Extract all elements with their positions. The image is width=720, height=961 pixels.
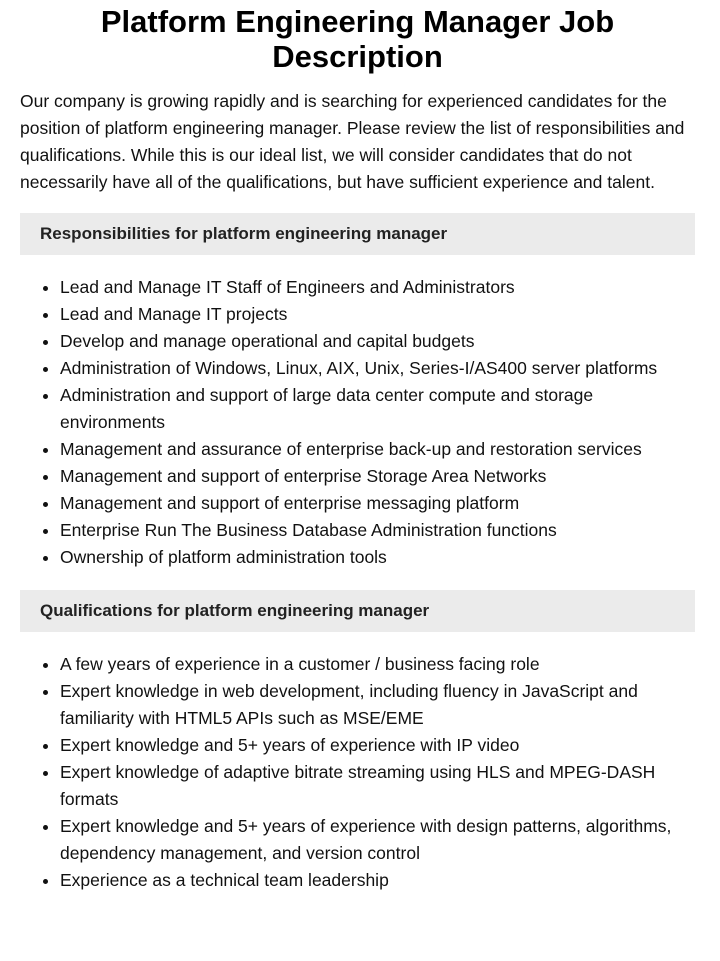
responsibilities-heading: Responsibilities for platform engineering manager bbox=[20, 213, 695, 255]
list-item: • Develop and manage operational and capital budgets bbox=[60, 328, 695, 355]
list-item: • A few years of experience in a customer / business facing role bbox=[60, 651, 695, 678]
list-item: • Lead and Manage IT Staff of Engineers and Administrators bbox=[60, 274, 695, 301]
list-item: • Administration of Windows, Linux, AIX, Unix, Series-I/AS400 server platforms bbox=[60, 355, 695, 382]
list-item: • Ownership of platform administration tools bbox=[60, 544, 695, 571]
list-item: • Expert knowledge and 5+ years of experience with IP video bbox=[60, 732, 695, 759]
qualifications-list bbox=[20, 651, 695, 894]
job-description bbox=[0, 4, 720, 894]
qualifications-heading: Qualifications for platform engineering manager bbox=[20, 590, 695, 632]
list-item: • Management and support of enterprise messaging platform bbox=[60, 490, 695, 517]
list-item: • Enterprise Run The Business Database Administration functions bbox=[60, 517, 695, 544]
page-title: Platform Engineering Manager Job Description bbox=[100, 4, 615, 74]
intro-paragraph: Our company is growing rapidly and is searching for experienced candidates for the position of platform engineering manager. Please review the list of responsibilities and qualifications. While this is our ideal list, we will consider candidates that do not necessarily have all of the qualifications, but have sufficient experience and talent. bbox=[20, 91, 685, 192]
list-item: • Lead and Manage IT projects bbox=[60, 301, 695, 328]
list-item: • Management and assurance of enterprise back-up and restoration services bbox=[60, 436, 695, 463]
list-item: • Experience as a technical team leadership bbox=[60, 867, 695, 894]
responsibilities-list bbox=[20, 274, 695, 571]
list-item: • Management and support of enterprise Storage Area Networks bbox=[60, 463, 695, 490]
list-item: • Expert knowledge in web development, including fluency in JavaScript and familiarity with HTML5 APIs such as MSE/EME bbox=[60, 678, 695, 732]
list-item: • Expert knowledge and 5+ years of experience with design patterns, algorithms, dependency management, and version control bbox=[60, 813, 695, 867]
list-item: • Administration and support of large data center compute and storage environments bbox=[60, 382, 695, 436]
list-item: • Expert knowledge of adaptive bitrate streaming using HLS and MPEG-DASH formats bbox=[60, 759, 695, 813]
